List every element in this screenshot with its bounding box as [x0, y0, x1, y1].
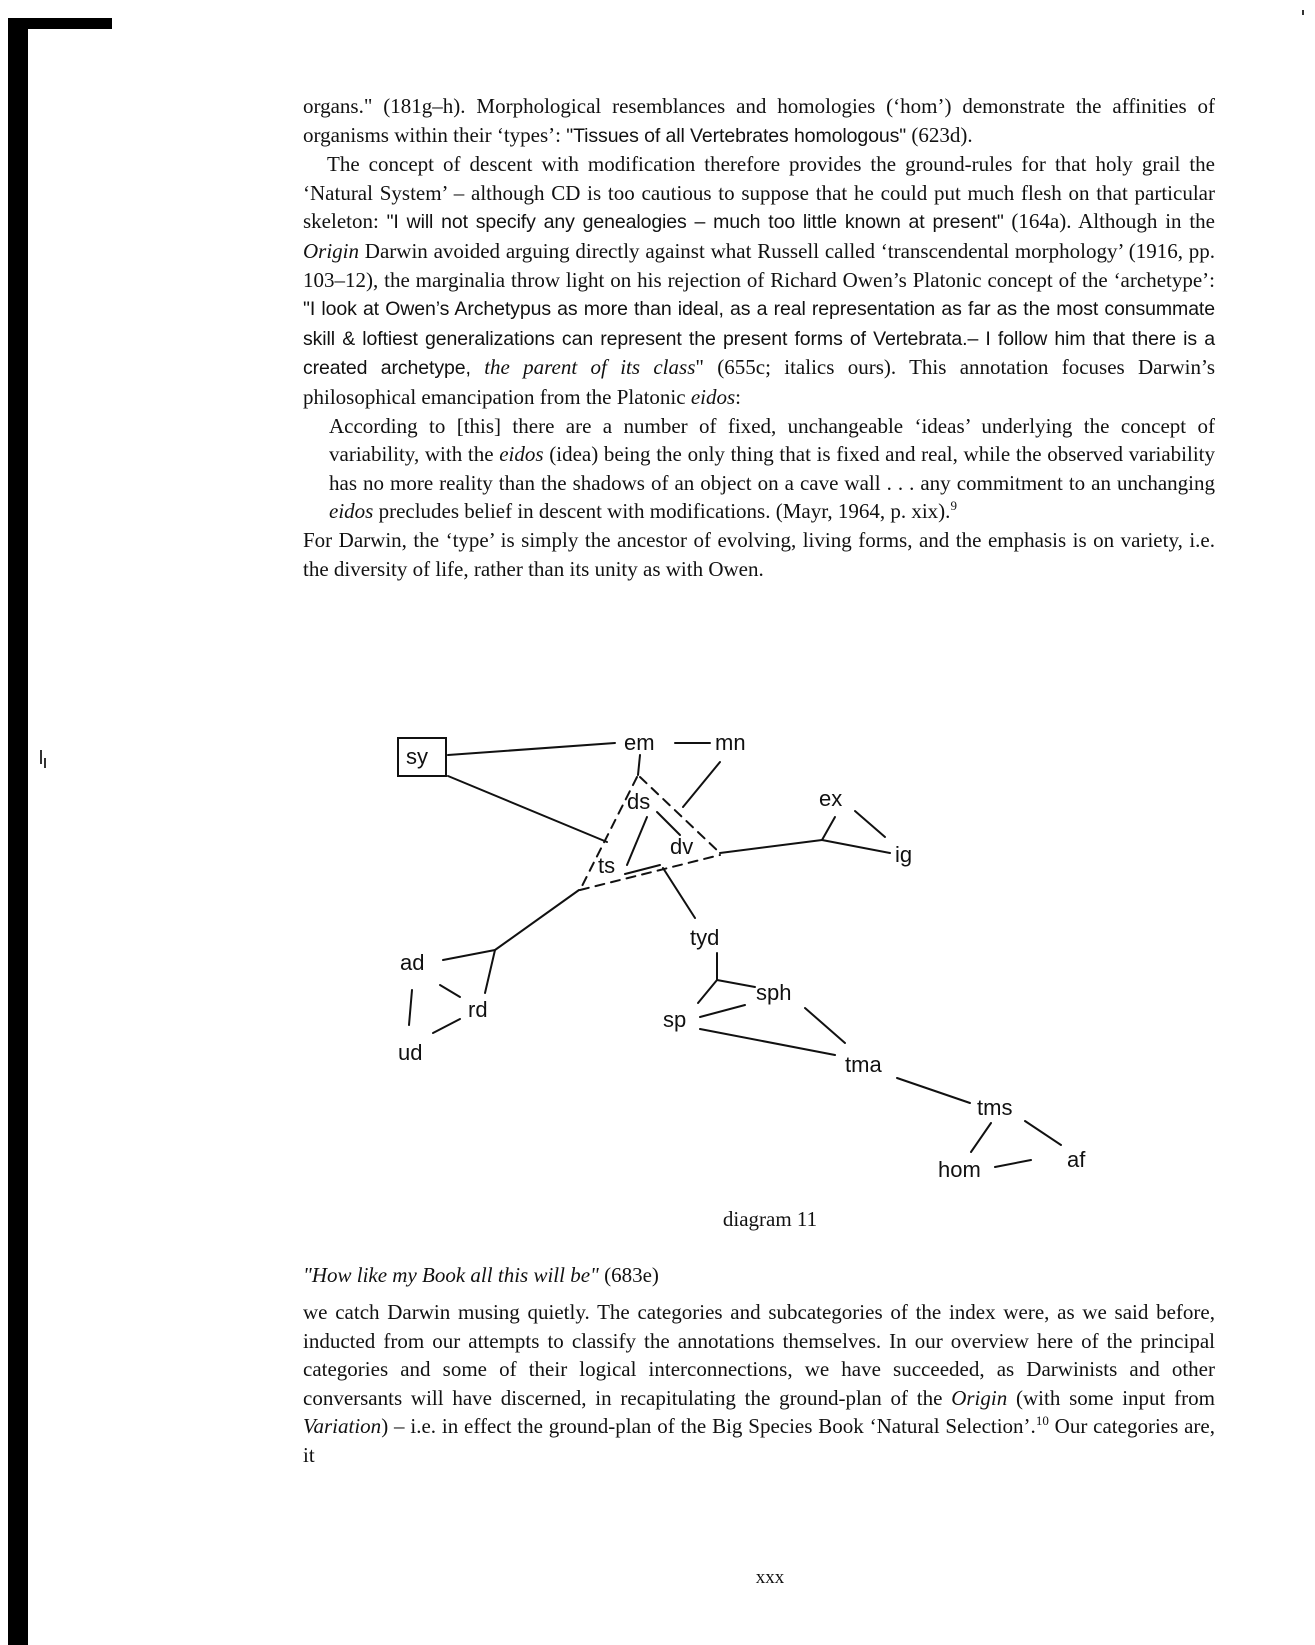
footnote-ref: 10 — [1035, 1413, 1049, 1429]
edge-ds-ts — [627, 817, 647, 865]
edge-sph-tma — [805, 1008, 845, 1043]
scan-speck — [44, 758, 46, 768]
node-af: af — [1067, 1147, 1086, 1172]
edge-ds-dv — [657, 812, 680, 835]
node-ts: ts — [598, 853, 616, 878]
node-ad: ad — [400, 950, 425, 975]
node-mn: mn — [715, 730, 746, 755]
edge-em-ds — [638, 755, 640, 775]
node-ex: ex — [819, 786, 843, 811]
scan-speck — [40, 750, 42, 764]
node-tms: tms — [977, 1095, 1013, 1120]
edge-tyd-sp — [698, 980, 717, 1003]
paragraph-2: The concept of descent with modification therefore provides the ground-rules for that holy grail the ‘Natural System’ – although CD is too cautious to suppose that he could put much flesh on that particular skeleton: "I will not specify any genealogies – much too little known at present" (164a). Although in the Origin Darwin avoided arguing directly against what Russell called ‘transcendental morphology’ (1916, pp. 103–12), the marginalia throw light on his rejection of Richard Owen’s Platonic concept of the ‘archetype’: "I look at Owen’s Archetypus as more than ideal, as a real representation as far as the most consummate skill & loftiest generalizations can represent the present forms of Vertebrata.– I follow him that there is a created archetype, the parent of its class" (655c; italics ours). This annotation focuses Darwin’s philosophical emancipation from the Platonic eidos: — [303, 152, 1215, 409]
edge-tma-tms — [897, 1078, 970, 1103]
edge-ts-rd — [495, 890, 579, 950]
node-sph: sph — [756, 980, 792, 1005]
paragraph-3: For Darwin, the ‘type’ is simply the ancestor of evolving, living forms, and the emphasis is on variety, i.e. the diversity of life, rather than its unity as with Owen. — [303, 527, 1215, 581]
node-sy: sy — [406, 744, 428, 769]
block-quote: According to [this] there are a number of fixed, unchangeable ‘ideas’ underlying the concept of variability, with the eidos (idea) being the only thing that is fixed and real, while the observed variability has no more reality than the shadows of an object on a cave wall . . . any commitment to an unchanging eidos precludes belief in descent with modifications. (Mayr, 1964, p. xix).$^9$ — [329, 413, 1215, 524]
edge-ts-tyd — [663, 868, 695, 918]
node-sp: sp — [663, 1007, 687, 1032]
node-ud: ud — [398, 1040, 423, 1065]
page-number: xxx — [755, 1567, 785, 1588]
body-text-top — [303, 92, 1215, 583]
diagram-caption: diagram 11 — [722, 1207, 818, 1231]
edge-rd — [485, 950, 495, 993]
edge-ad-rd — [440, 985, 460, 997]
edge-sy-em — [448, 743, 615, 755]
node-em: em — [624, 730, 655, 755]
node-dv: dv — [670, 834, 694, 859]
edge-ig — [822, 840, 890, 853]
paragraph-1: organs." (181g–h). Morphological resemblances and homologies (‘hom’) demonstrate the affinities of organisms within their ‘types’: "Tissues of all Vertebrates homologous" (623d). — [303, 94, 1215, 147]
footnote-ref: 9 — [950, 498, 957, 514]
scan-border-top — [8, 18, 112, 29]
edge-ex — [822, 817, 835, 840]
edge-ad — [443, 950, 495, 960]
scan-border-left — [8, 18, 28, 1645]
section-heading: "How like my Book all this will be" (683e) — [303, 1263, 659, 1287]
node-hom: hom — [938, 1157, 981, 1182]
node-ds: ds — [627, 789, 651, 814]
edge-dv-ex — [720, 840, 822, 853]
scan-speck — [1302, 10, 1304, 15]
edge-tms-af — [1025, 1121, 1061, 1145]
paragraph-4: we catch Darwin musing quietly. The categories and subcategories of the index were, as we said before, inducted from our attempts to classify the annotations themselves. In our overview here of the principal categories and some of their logical interconnections, we have succeeded, as Darwinists and other conversants will have discerned, in recapitulating the ground-plan of the Origin (with some input from Variation) – i.e. in effect the ground-plan of the Big Species Book ‘Natural Selection’.$^{10}$ Our categories are, it — [303, 1300, 1215, 1467]
edge-ex-ig — [855, 811, 885, 837]
edge-tms-hom — [971, 1123, 991, 1152]
edge-tyd-sph — [717, 980, 755, 987]
node-tma: tma — [845, 1052, 882, 1077]
diagram-svg — [395, 730, 1115, 1195]
diagram — [395, 730, 1115, 1195]
edge-sp-sph — [700, 1005, 745, 1017]
edge-mn-dv — [683, 762, 720, 807]
edge-sy-ts — [448, 776, 607, 842]
node-rd: rd — [468, 997, 488, 1022]
node-ig: ig — [895, 842, 913, 867]
edge-ts-dv — [625, 865, 660, 874]
edge-sp-tma — [700, 1029, 835, 1055]
edge-ud-rd — [433, 1019, 460, 1033]
node-tyd: tyd — [690, 925, 720, 950]
edge-hom-af — [995, 1160, 1031, 1167]
edge-ad-ud — [409, 990, 412, 1025]
body-text-bottom — [303, 1298, 1215, 1470]
